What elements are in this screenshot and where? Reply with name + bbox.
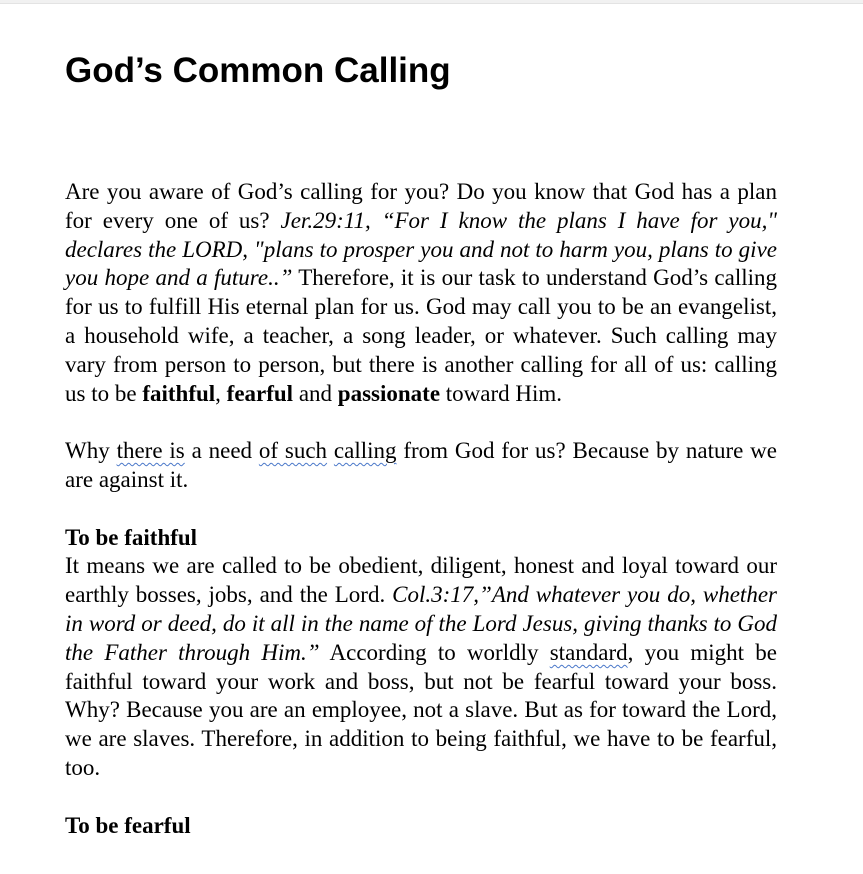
page-top-edge	[0, 0, 863, 4]
text-run: from God for us? Because by nature we are against it.	[65, 438, 777, 492]
text-run: and	[293, 380, 338, 406]
paragraph-calling	[65, 178, 777, 408]
text-run: Therefore, it is our task to understand God’s calling for us to fulfill His eternal plan for us. God may call you to be an evangelist, a household wife, a teacher, a song leader, or whatever. Such calling may vary from person to person, but there is another calling for all of us: calling us to be	[65, 265, 777, 406]
paragraph-gap	[65, 783, 777, 812]
paragraph-faithful	[65, 552, 777, 782]
paragraph-gap	[65, 495, 777, 524]
text-run: ,	[215, 380, 227, 406]
spellcheck-flag[interactable]: there is	[116, 438, 185, 464]
text-run: Why	[65, 438, 117, 464]
text-run: a need	[184, 438, 259, 464]
bold-passionate: passionate	[337, 380, 441, 406]
paragraph-gap	[65, 408, 777, 437]
bold-faithful: faithful	[142, 380, 216, 406]
spellcheck-flag[interactable]: of such	[258, 438, 328, 464]
section-heading-faithful: To be faithful	[65, 524, 198, 550]
text-run: toward Him.	[440, 380, 563, 406]
spellcheck-flag[interactable]: calling	[333, 438, 397, 464]
text-run: , you might be faithful toward your work and boss, but not be fearful toward your boss. Why? Because you are an employee, not a slave. But as for toward the Lord, we are slaves. Therefore, in addition to being faithful, we have to be fearful, too.	[65, 639, 777, 780]
section-heading-fearful: To be fearful	[65, 812, 191, 838]
spellcheck-flag[interactable]: standard	[549, 639, 628, 665]
paragraph-why	[65, 437, 777, 495]
document-title: God’s Common Calling	[65, 51, 451, 90]
text-run: Are you aware of God’s calling for you? Do you know that God has a plan for every one of us?	[65, 179, 777, 233]
scripture-quote: Jer.29:11, “For I know the plans I have for you," declares the LORD, "plans to prosper you and not to harm you, plans to give you hope and a future..”	[65, 207, 778, 291]
text-run: It means we are called to be obedient, diligent, honest and loyal toward our earthly bosses, jobs, and the Lord.	[65, 553, 777, 608]
bold-fearful: fearful	[226, 380, 294, 406]
text-run: According to worldly	[319, 639, 550, 665]
text-run	[327, 438, 334, 463]
document-body	[65, 178, 777, 840]
scripture-quote: Col.3:17,”And whatever you do, whether in word or deed, do it all in the name of the Lord Jesus, giving thanks to God the Father through Him.”	[65, 582, 777, 665]
